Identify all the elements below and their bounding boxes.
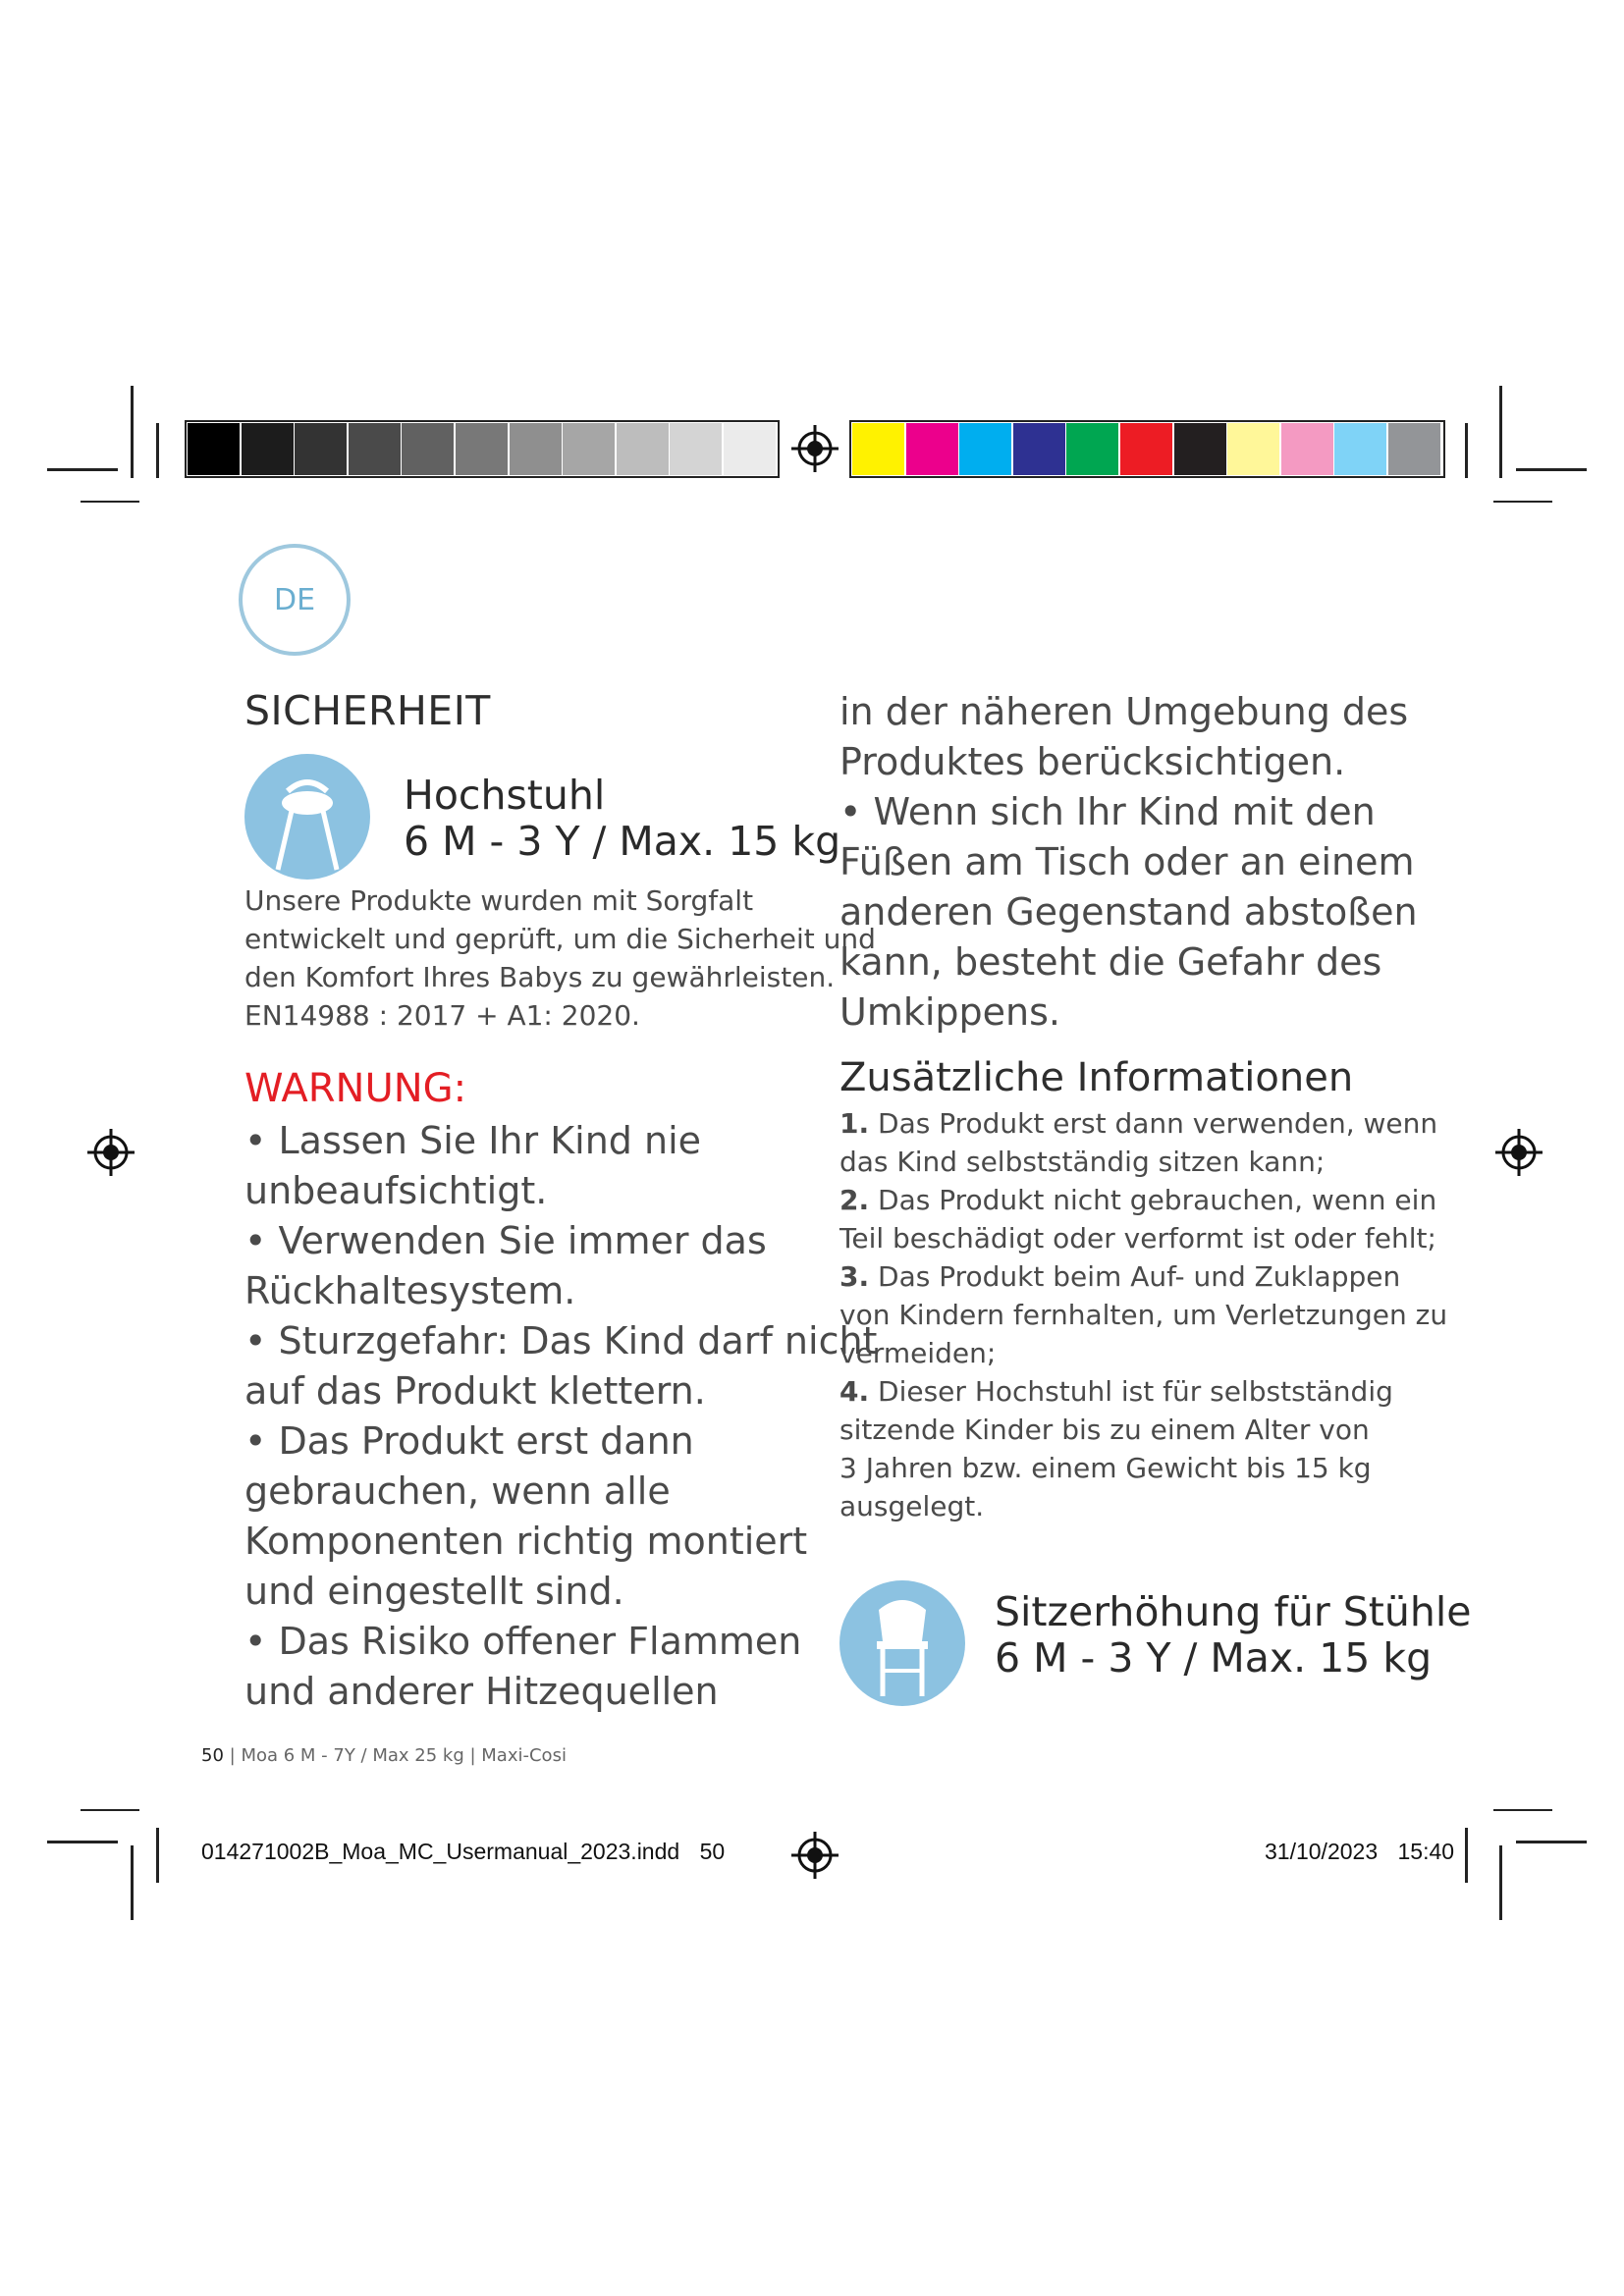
info-text: Teil beschädigt oder verformt ist oder fehlt; [839, 1222, 1436, 1255]
color-swatch [456, 423, 508, 475]
intro-line: Unsere Produkte wurden mit Sorgfalt [244, 884, 754, 917]
warning-line: • Wenn sich Ihr Kind mit den [839, 790, 1376, 833]
info-number: 4. [839, 1375, 870, 1408]
footer-product: Moa 6 M - 7Y / Max 25 kg [241, 1745, 464, 1766]
info-item [839, 1257, 1447, 1372]
color-swatch [724, 423, 776, 475]
warning-line: Füßen am Tisch oder an einem [839, 840, 1415, 883]
crop-mark [1516, 1841, 1587, 1843]
warning-line: Produktes berücksichtigen. [839, 740, 1346, 783]
crop-mark [131, 1845, 134, 1920]
product-name: Sitzerhöhung für Stühle [995, 1588, 1472, 1635]
color-swatch [563, 423, 615, 475]
info-text: ausgelegt. [839, 1490, 985, 1522]
info-number: 3. [839, 1260, 870, 1293]
info-item [839, 1372, 1447, 1525]
crop-mark [131, 386, 134, 478]
info-title: Zusätzliche Informationen [839, 1055, 1354, 1100]
crop-mark [47, 468, 118, 471]
footer-brand: Maxi-Cosi [481, 1745, 567, 1766]
warning-line: • Lassen Sie Ihr Kind nie [244, 1119, 701, 1162]
crop-mark [156, 423, 159, 478]
intro-line: EN14988 : 2017 + A1: 2020. [244, 999, 640, 1032]
color-swatch [959, 423, 1011, 475]
registration-mark-icon [791, 1832, 839, 1879]
color-swatch [188, 423, 240, 475]
info-text: von Kindern fernhalten, um Verletzungen zu [839, 1299, 1448, 1331]
slug-page: 50 [699, 1839, 726, 1864]
info-text: Dieser Hochstuhl ist für selbstständig [869, 1375, 1393, 1408]
warning-line: und eingestellt sind. [244, 1570, 624, 1613]
color-swatch [402, 423, 454, 475]
color-swatch [349, 423, 401, 475]
booster-seat-icon [839, 1580, 965, 1706]
color-swatch [1281, 423, 1333, 475]
registration-mark-icon [791, 425, 839, 472]
info-text: vermeiden; [839, 1337, 997, 1369]
color-swatch [617, 423, 669, 475]
warning-line: Komponenten richtig montiert [244, 1520, 808, 1563]
intro-line: den Komfort Ihres Babys zu gewährleisten. [244, 961, 836, 993]
info-text: Das Produkt nicht gebrauchen, wenn ein [869, 1184, 1437, 1216]
crop-mark [1465, 1828, 1468, 1883]
color-swatch [295, 423, 347, 475]
crop-mark [47, 1841, 118, 1843]
warning-line: und anderer Hitzequellen [244, 1670, 719, 1713]
page-number: 50 [201, 1745, 224, 1766]
crop-mark [156, 1828, 159, 1883]
warning-line: Umkippens. [839, 990, 1060, 1034]
color-swatch [1120, 423, 1172, 475]
color-swatch [1388, 423, 1440, 475]
crop-mark [1516, 468, 1587, 471]
warning-line: in der näheren Umgebung des [839, 690, 1409, 733]
high-chair-icon [244, 754, 370, 880]
warning-line: • Sturzgefahr: Das Kind darf nicht [244, 1319, 878, 1362]
product-title [404, 773, 840, 865]
crop-mark [81, 501, 139, 503]
color-swatch [1227, 423, 1279, 475]
color-swatch [906, 423, 958, 475]
warning-title: WARNUNG: [244, 1066, 467, 1111]
intro-line: entwickelt und geprüft, um die Sicherheit und [244, 923, 876, 955]
warning-line: anderen Gegenstand abstoßen [839, 890, 1418, 934]
page-footer: 50 | Moa 6 M - 7Y / Max 25 kg | Maxi-Cosi [201, 1745, 567, 1766]
warning-list-right [839, 687, 1418, 1038]
color-swatch [1334, 423, 1386, 475]
color-swatch [1013, 423, 1065, 475]
language-code: DE [273, 582, 316, 617]
info-number: 1. [839, 1107, 870, 1140]
product-name: Hochstuhl [404, 772, 606, 819]
warning-line: • Das Risiko offener Flammen [244, 1620, 802, 1663]
slug-date: 31/10/2023 [1265, 1839, 1379, 1864]
info-item [839, 1104, 1447, 1181]
info-text: Das Produkt erst dann verwenden, wenn [869, 1107, 1438, 1140]
color-swatch [670, 423, 722, 475]
slug-filename: 014271002B_Moa_MC_Usermanual_2023.indd [201, 1839, 680, 1864]
registration-mark-icon [1495, 1129, 1543, 1176]
warning-list-left [244, 1116, 877, 1717]
info-list [839, 1104, 1447, 1525]
language-badge [239, 544, 351, 656]
warning-line: • Verwenden Sie immer das [244, 1219, 767, 1262]
crop-mark [1499, 386, 1502, 478]
warning-line: auf das Produkt klettern. [244, 1369, 706, 1413]
color-swatch [510, 423, 562, 475]
product-spec: 6 M - 3 Y / Max. 15 kg [995, 1634, 1433, 1682]
product-spec: 6 M - 3 Y / Max. 15 kg [404, 818, 841, 865]
color-swatch [1174, 423, 1226, 475]
print-slug-file [201, 1839, 725, 1865]
section-title: SICHERHEIT [244, 687, 491, 734]
print-slug-date [1265, 1839, 1454, 1865]
color-swatch [1066, 423, 1118, 475]
crop-mark [1493, 501, 1552, 503]
info-item [839, 1181, 1447, 1257]
crop-mark [81, 1809, 139, 1811]
crop-mark [1465, 423, 1468, 478]
warning-line: unbeaufsichtigt. [244, 1169, 548, 1212]
slug-time: 15:40 [1397, 1839, 1455, 1864]
info-number: 2. [839, 1184, 870, 1216]
warning-line: gebrauchen, wenn alle [244, 1469, 671, 1513]
crop-mark [1499, 1845, 1502, 1920]
color-swatch [852, 423, 904, 475]
intro-text [244, 881, 876, 1035]
info-text: 3 Jahren bzw. einem Gewicht bis 15 kg [839, 1452, 1372, 1484]
warning-line: • Das Produkt erst dann [244, 1419, 694, 1463]
warning-line: kann, besteht die Gefahr des [839, 940, 1382, 984]
product-title [995, 1589, 1471, 1682]
color-swatch [242, 423, 294, 475]
registration-mark-icon [87, 1129, 135, 1176]
warning-line: Rückhaltesystem. [244, 1269, 576, 1312]
info-text: Das Produkt beim Auf- und Zuklappen [869, 1260, 1401, 1293]
info-text: das Kind selbstständig sitzen kann; [839, 1146, 1326, 1178]
info-text: sitzende Kinder bis zu einem Alter von [839, 1414, 1370, 1446]
crop-mark [1493, 1809, 1552, 1811]
